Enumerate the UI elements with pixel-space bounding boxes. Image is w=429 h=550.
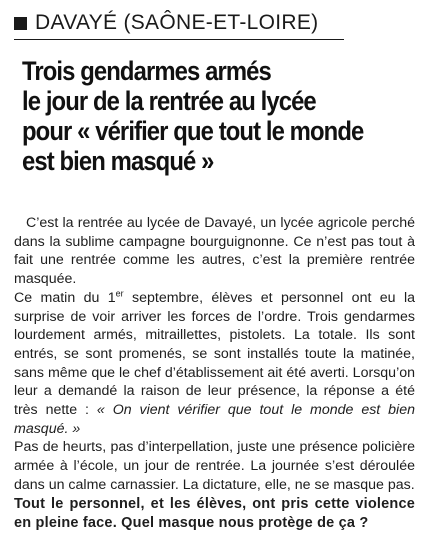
headline-line: est bien masqué » bbox=[22, 146, 214, 176]
paragraph-intro: C’est la rentrée au lycée de Davayé, un lycée agricole perché dans la sublime campagne bourguignonne. Ce n’est pas tout à fait une rentrée comme les autres, c’est la première rentrée masquée. bbox=[14, 215, 415, 288]
square-bullet-icon bbox=[14, 17, 27, 30]
headline-line: le jour de la rentrée au lycée bbox=[22, 86, 316, 116]
paragraph-aftermath: Pas de heurts, pas d’interpellation, juste une présence policière armée à l’école, un jour de rentrée. La journée s’est déroulée dans un calme carnassier. La dictature, elle, ne se masque pas. bbox=[14, 439, 415, 493]
paragraph-text: Ce matin du 1 bbox=[14, 289, 116, 306]
article-headline bbox=[22, 56, 409, 176]
ordinal-superscript: er bbox=[115, 288, 124, 299]
kicker-location: DAVAYÉ (SAÔNE-ET-LOIRE) bbox=[35, 11, 319, 34]
headline-line: pour « vérifier que tout le monde bbox=[22, 116, 364, 146]
gendarmes-quote: « On vient vérifier que tout le monde est bien masqué. » bbox=[14, 402, 415, 437]
paragraph-conclusion: Tout le personnel, et les élèves, ont pris cette violence en pleine face. Quel masque nous protège de ça ? bbox=[14, 495, 415, 531]
article-body bbox=[14, 214, 415, 533]
section-kicker bbox=[14, 10, 344, 40]
paragraph-gendarmes bbox=[14, 289, 415, 439]
paragraph-text: septembre, élèves et personnel ont eu la surprise de voir arriver les forces de l’ordre. Trois gendarmes lourdement armés, mitraillettes, pistolets. La totale. Ils sont entrés, se sont promenés, se sont installés toute la matinée, sans même que le chef d’établissement ait été averti. Lorsqu’on leur a demandé la raison de leur présence, la réponse a été très nette : bbox=[14, 289, 415, 419]
headline-line: Trois gendarmes armés bbox=[22, 56, 271, 86]
